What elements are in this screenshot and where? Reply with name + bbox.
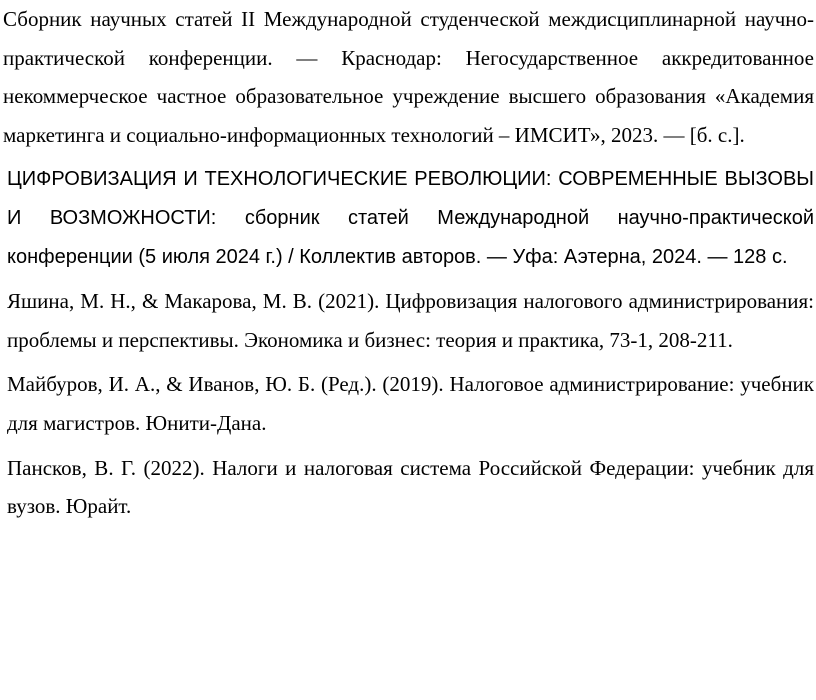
reference-item-4: Майбуров, И. А., & Иванов, Ю. Б. (Ред.). (2019). Налоговое администрирование: учебник для магистров. Юнити-Дана. <box>7 372 814 435</box>
reference-item-5: Пансков, В. Г. (2022). Налоги и налоговая система Российской Федерации: учебник для вузов. Юрайт. <box>7 455 814 519</box>
reference-item-2: ЦИФРОВИЗАЦИЯ И ТЕХНОЛОГИЧЕСКИЕ РЕВОЛЮЦИИ: СОВРЕМЕННЫЕ ВЫЗОВЫ И ВОЗМОЖНОСТИ: сборник статей Международной научно-практической конференции (5 июля 2024 г.) / Коллектив авторов. — Уфа: Аэтерна, 2024. — 128 с. <box>7 168 814 268</box>
reference-item-1: Сборник научных статей II Международной студенческой междисциплинарной научно-практической конференции. — Краснодар: Негосударственное аккредитованное некоммерческое частное образовательное учреждение высшего образования «Академия маркетинга и социально-информационных технологий – ИМСИТ», 2023. — [б. с.]. <box>3 7 814 147</box>
reference-item-3: Яшина, М. Н., & Макарова, М. В. (2021). Цифровизация налогового администрирования: проблемы и перспективы. Экономика и бизнес: теория и практика, 73-1, 208-211. <box>7 289 814 352</box>
